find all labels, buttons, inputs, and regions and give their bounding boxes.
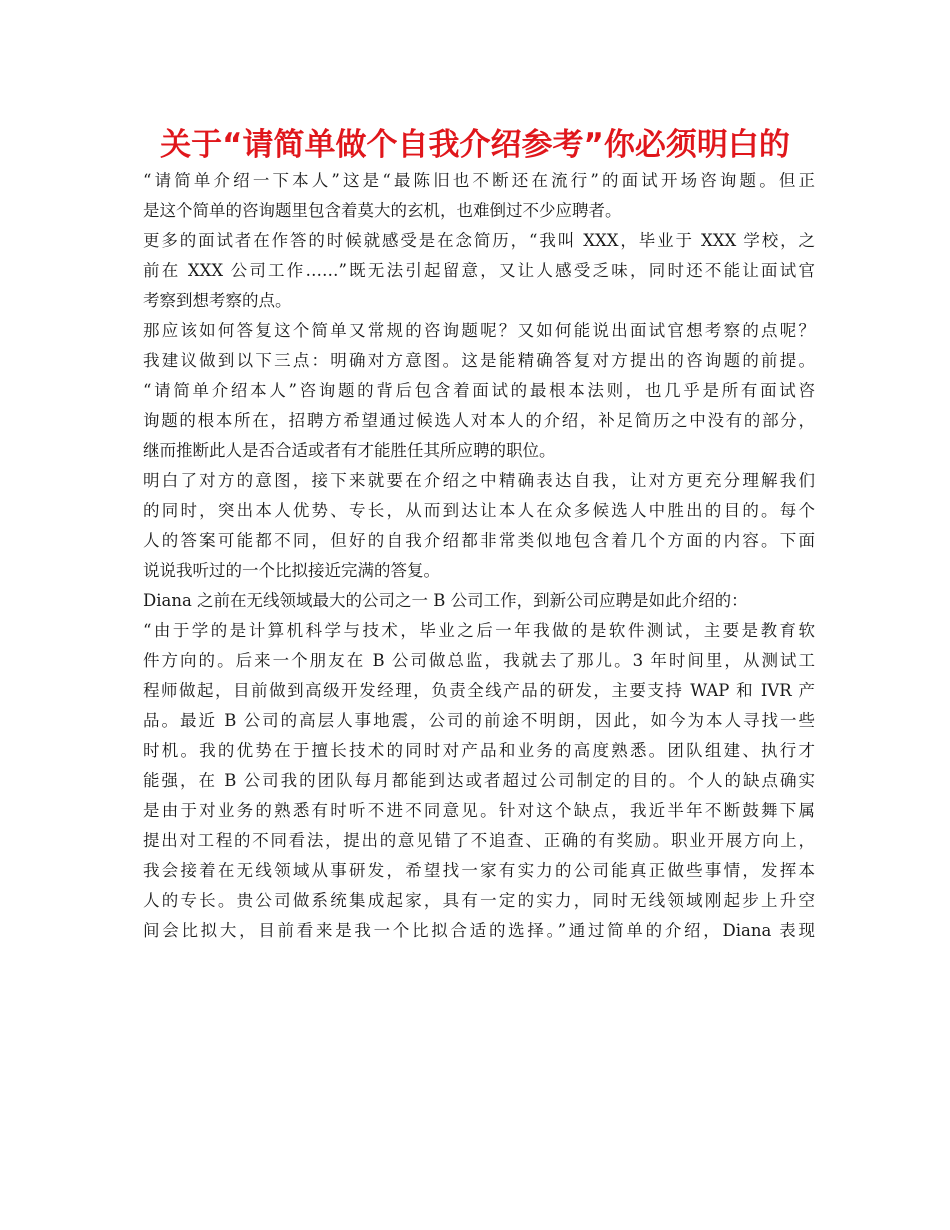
paragraph-line: 继而推断此人是否合适或者有才能胜任其所应聘的职位。 — [143, 441, 556, 460]
paragraph-line: 时机。我的优势在于擅长技术的同时对产品和业务的高度熟悉。团队组建、执行才 — [143, 741, 815, 760]
paragraph-line: 考察到想考察的点。 — [143, 291, 292, 310]
paragraph-line: 间会比拟大，目前看来是我一个比拟合适的选择。”通过简单的介绍，Diana 表现 — [143, 921, 815, 940]
paragraph-line: 我会接着在无线领域从事研发，希望找一家有实力的公司能真正做些事情，发挥本 — [143, 861, 815, 880]
paragraph-line: 是这个简单的咨询题里包含着莫大的玄机，也难倒过不少应聘者。 — [143, 201, 622, 220]
paragraph-line: 的同时，突出本人优势、专长，从而到达让本人在众多候选人中胜出的目的。每个 — [143, 501, 815, 520]
paragraph-line: 更多的面试者在作答的时候就感受是在念简历，“我叫 XXX，毕业于 XXX 学校，之 — [143, 231, 815, 250]
paragraph-line: 人的专长。贵公司做系统集成起家，具有一定的实力，同时无线领域刚起步上升空 — [143, 891, 815, 910]
paragraph-line: 件方向的。后来一个朋友在 B 公司做总监，我就去了那儿。3 年时间里，从测试工 — [143, 651, 815, 670]
paragraph-line: 我建议做到以下三点：明确对方意图。这是能精确答复对方提出的咨询题的前提。 — [143, 351, 815, 370]
paragraph-line: 说说我听过的一个比拟接近完满的答复。 — [143, 561, 440, 580]
paragraph-line: 明白了对方的意图，接下来就要在介绍之中精确表达自我，让对方更充分理解我们 — [143, 471, 815, 490]
paragraph-line: “请简单介绍本人”咨询题的背后包含着面试的最根本法则，也几乎是所有面试咨 — [143, 381, 815, 400]
paragraph-line: “请简单介绍一下本人”这是“最陈旧也不断还在流行”的面试开场咨询题。但正 — [143, 171, 815, 190]
paragraph-line: 询题的根本所在，招聘方希望通过候选人对本人的介绍，补足简历之中没有的部分， — [143, 411, 815, 430]
document-title: 关于“请简单做个自我介绍参考”你必须明白的 — [160, 127, 790, 163]
paragraph-line: 品。最近 B 公司的高层人事地震，公司的前途不明朗，因此，如今为本人寻找一些 — [143, 711, 815, 730]
paragraph-line: 人的答案可能都不同，但好的自我介绍都非常类似地包含着几个方面的内容。下面 — [143, 531, 815, 550]
paragraph-line: 能强，在 B 公司我的团队每月都能到达或者超过公司制定的目的。个人的缺点确实 — [143, 771, 815, 790]
paragraph-line: 前在 XXX 公司工作……”既无法引起留意，又让人感受乏味，同时还不能让面试官 — [143, 261, 815, 280]
paragraph-line: Diana 之前在无线领域最大的公司之一 B 公司工作，到新公司应聘是如此介绍的： — [143, 591, 748, 610]
paragraph-line: 是由于对业务的熟悉有时听不进不同意见。针对这个缺点，我近半年不断鼓舞下属 — [143, 801, 815, 820]
paragraph-line: 程师做起，目前做到高级开发经理，负责全线产品的研发，主要支持 WAP 和 IVR 产 — [143, 681, 815, 700]
paragraph-line: “由于学的是计算机科学与技术，毕业之后一年我做的是软件测试，主要是教育软 — [143, 621, 815, 640]
document-body — [143, 166, 815, 946]
paragraph-line: 提出对工程的不同看法，提出的意见错了不追查、正确的有奖励。职业开展方向上， — [143, 831, 815, 850]
paragraph-line: 那应该如何答复这个简单又常规的咨询题呢？又如何能说出面试官想考察的点呢？ — [143, 321, 815, 340]
